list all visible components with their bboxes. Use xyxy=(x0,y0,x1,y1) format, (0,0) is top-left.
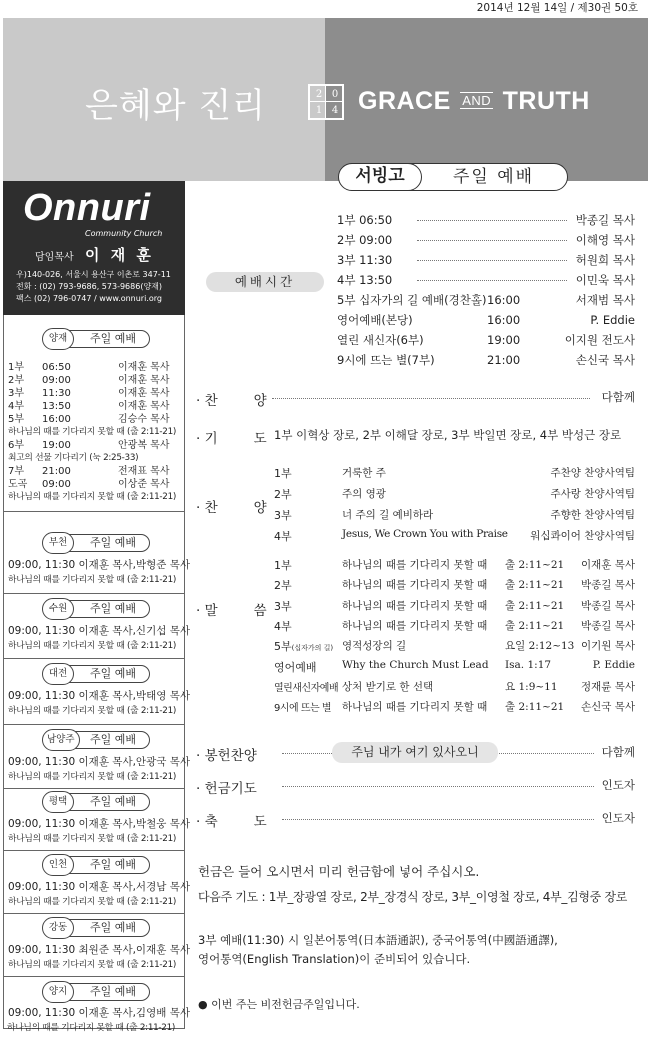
campus-tag: 양재 xyxy=(42,328,74,350)
yj-name: 이재훈 목사 xyxy=(118,388,170,399)
praise-song: Jesus, We Crown You with Praise xyxy=(342,528,508,540)
divider xyxy=(4,976,184,977)
campus-pill xyxy=(48,330,150,348)
sermon-no: 4부 xyxy=(274,620,292,633)
yj-no: 5부 xyxy=(8,414,25,425)
praise-no: 4부 xyxy=(274,530,292,543)
praise-no: 1부 xyxy=(274,467,292,480)
yj-no: 2부 xyxy=(8,375,25,386)
yj-time: 16:00 xyxy=(42,414,71,425)
campus-tag: 강동 xyxy=(42,917,74,939)
campus-sermon: 하나님의 때를 기다리지 못할 때 (출 2:11-21) xyxy=(8,575,177,585)
campus-pill xyxy=(48,600,150,618)
divider xyxy=(4,511,184,512)
sermon-preacher: 이재훈 목사 xyxy=(580,559,635,571)
notice-translation: 3부 예배(11:30) 시 일본어통역(日本語通訳), 중국어통역(中國語通譯), xyxy=(198,933,558,947)
sermon-title: Why the Church Must Lead xyxy=(342,659,489,671)
prayer-label: · 기 도 xyxy=(196,431,267,447)
service-location: 서빙고 xyxy=(338,163,422,191)
sermon-ref: 출 2:11~21 xyxy=(505,701,565,713)
sermon-ref: 출 2:11~21 xyxy=(505,600,565,612)
yj-name: 안광복 목사 xyxy=(118,440,170,451)
campus-pill xyxy=(48,665,150,683)
notice-next-prayer: 다음주 기도 : 1부_장광열 장로, 2부_장경식 장로, 3부_이영철 장로, 4부_김형중 장로 xyxy=(198,890,628,904)
praise-team: 주향한 찬양사역팀 xyxy=(550,509,635,521)
yj-no: 3부 xyxy=(8,388,25,399)
sermon-ref: 요 1:9~11 xyxy=(505,681,558,693)
year-digit: 0 xyxy=(331,89,339,100)
offering-song-label: · 봉헌찬양 xyxy=(196,748,257,764)
campus-tag: 양지 xyxy=(42,981,74,1003)
pastor-label: 담임목사 xyxy=(35,252,74,263)
campus-tag: 부천 xyxy=(42,532,74,554)
dot-leader xyxy=(282,819,594,820)
sermon-preacher: 손신국 목사 xyxy=(580,701,635,713)
offering-prayer-label: · 헌금기도 xyxy=(196,781,257,797)
benediction-label: · 축 도 xyxy=(196,814,267,830)
sermon-ref: Isa. 1:17 xyxy=(505,659,552,671)
yj-no: 7부 xyxy=(8,466,25,477)
campus-pill xyxy=(48,983,150,1001)
sermon-title: 상처 받기로 한 선택 xyxy=(342,681,434,693)
service-name: 주일 예배 xyxy=(453,167,535,187)
campus-title: 주일 예배 xyxy=(89,985,136,998)
yj-name: 전재표 목사 xyxy=(118,466,170,477)
campus-sermon: 하나님의 때를 기다리지 못할 때 (출 2:11-21) xyxy=(8,706,177,716)
divider xyxy=(4,850,184,851)
yj-no: 6부 xyxy=(8,440,25,451)
sermon-title: 하나님의 때를 기다리지 못할 때 xyxy=(342,701,488,713)
service-header xyxy=(340,163,568,191)
dot-leader xyxy=(282,786,594,787)
divider xyxy=(4,724,184,725)
pastor-name: 이 재 훈 xyxy=(85,246,154,264)
campus-title: 주일 예배 xyxy=(89,602,136,615)
yj-name: 김승수 목사 xyxy=(118,414,170,425)
offering-prayer-leader: 인도자 xyxy=(601,778,635,792)
praise-no: 3부 xyxy=(274,509,292,522)
sermon-preacher: 박종길 목사 xyxy=(580,579,635,591)
praise-team: 주찬양 찬양사역팀 xyxy=(550,467,635,479)
prayer-text: 1부 이혁상 장로, 2부 이해달 장로, 3부 박일면 장로, 4부 박성근 장로 xyxy=(274,428,622,442)
campus-tag: 대전 xyxy=(42,663,74,685)
yj-sermon: 하나님의 때를 기다리지 못할 때 (출 2:11-21) xyxy=(8,427,177,437)
praise-leader: 다함께 xyxy=(601,390,635,404)
campus-line: 09:00, 11:30 이재훈 목사,박태영 목사 xyxy=(8,690,190,702)
notice-translation: 영어통역(English Translation)이 준비되어 있습니다. xyxy=(198,952,471,966)
yj-no: 도곡 xyxy=(8,479,28,490)
campus-line: 09:00, 11:30 이재훈 목사,안광국 목사 xyxy=(8,756,190,768)
sermon-title: 하나님의 때를 기다리지 못할 때 xyxy=(342,559,488,571)
sermon-no: 9시에 뜨는 별 xyxy=(274,703,332,714)
sermon-preacher: 박종길 목사 xyxy=(580,600,635,612)
campus-line: 09:00, 11:30 이재훈 목사,서경남 목사 xyxy=(8,881,190,893)
service-times-label: 예배시간 xyxy=(206,272,324,292)
sermon-no: 5부(십자가의 길) xyxy=(274,640,334,653)
campus-pill xyxy=(48,856,150,874)
year-digit: 1 xyxy=(315,105,323,116)
church-address: 우)140-026, 서울시 용산구 이촌로 347-11 xyxy=(16,270,171,279)
dot-leader xyxy=(272,398,590,399)
year-box xyxy=(308,84,344,120)
yj-time: 13:50 xyxy=(42,401,71,412)
praise-label: · 찬 양 xyxy=(196,393,267,409)
offering-song-leader: 다함께 xyxy=(601,745,635,759)
campus-title: 주일 예배 xyxy=(89,536,136,549)
campus-tag: 남양주 xyxy=(42,729,80,751)
campus-sermon: 하나님의 때를 기다리지 못할 때 (출 2:11-21) xyxy=(7,1023,176,1033)
sermon-no: 열린새신자예배 xyxy=(274,683,339,694)
benediction-leader: 인도자 xyxy=(601,811,635,825)
campus-sidebar xyxy=(3,315,190,1029)
church-logo: Onnuri xyxy=(23,187,151,229)
title-english xyxy=(358,87,590,116)
campus-pill xyxy=(47,731,150,749)
sermon-ref: 요일 2:12~13 xyxy=(505,640,575,652)
campus-pill xyxy=(48,919,150,937)
praise-song: 주의 영광 xyxy=(342,488,386,500)
campus-sermon: 하나님의 때를 기다리지 못할 때 (출 2:11-21) xyxy=(8,641,177,651)
campus-sermon: 하나님의 때를 기다리지 못할 때 (출 2:11-21) xyxy=(8,897,177,907)
title-en-word: TRUTH xyxy=(502,87,590,115)
yj-sermon: 하나님의 때를 기다리지 못할 때 (출 2:11-21) xyxy=(8,492,177,502)
notice-vision-offering: ● 이번 주는 비전헌금주일입니다. xyxy=(198,998,360,1011)
divider xyxy=(4,788,184,789)
campus-pill xyxy=(48,793,150,811)
yj-time: 09:00 xyxy=(42,479,71,490)
sermon-ref: 출 2:11~21 xyxy=(505,620,565,632)
sermon-ref: 출 2:11~21 xyxy=(505,579,565,591)
campus-line: 09:00, 11:30 이재훈 목사,박형준 목사 xyxy=(8,559,190,571)
sermon-no: 1부 xyxy=(274,559,292,572)
yj-row: 1부 xyxy=(8,362,25,373)
praise-song: 너 주의 길 예비하라 xyxy=(342,509,434,521)
yj-name: 이상준 목사 xyxy=(118,479,170,490)
church-fax: 팩스 (02) 796-0747 / www.onnuri.org xyxy=(16,294,162,303)
campus-pill xyxy=(48,534,150,552)
year-digit: 4 xyxy=(331,105,339,116)
church-logo-sub: Community Church xyxy=(85,229,163,238)
year-digit: 2 xyxy=(315,89,323,100)
yj-no: 4부 xyxy=(8,401,25,412)
yj-name: 이재훈 목사 xyxy=(118,401,170,412)
campus-sermon: 하나님의 때를 기다리지 못할 때 (출 2:11-21) xyxy=(8,772,177,782)
sermon-no: 3부 xyxy=(274,600,292,613)
sermon-preacher: 박종길 목사 xyxy=(580,620,635,632)
campus-tag: 평택 xyxy=(42,791,74,813)
sermon-title: 영적성장의 길 xyxy=(342,640,407,652)
campus-tag: 인천 xyxy=(42,854,74,876)
yj-name: 이재훈 목사 xyxy=(118,375,170,386)
yj-time: 19:00 xyxy=(42,440,71,451)
yj-time: 11:30 xyxy=(42,388,71,399)
sermon-title: 하나님의 때를 기다리지 못할 때 xyxy=(342,620,488,632)
sermon-preacher: 정재륜 목사 xyxy=(580,681,635,693)
sermon-ref: 출 2:11~21 xyxy=(505,559,565,571)
campus-title: 주일 예배 xyxy=(89,795,136,808)
campus-title: 주일 예배 xyxy=(89,921,136,934)
divider xyxy=(4,593,184,594)
issue-date: 2014년 12월 14일 / 제30권 50호 xyxy=(476,2,638,14)
sermon-label: · 말 씀 xyxy=(196,603,267,619)
praise2-label: · 찬 양 xyxy=(196,500,267,516)
divider xyxy=(4,913,184,914)
sermon-title: 하나님의 때를 기다리지 못할 때 xyxy=(342,579,488,591)
campus-sermon: 하나님의 때를 기다리지 못할 때 (출 2:11-21) xyxy=(8,960,177,970)
campus-line: 09:00, 11:30 최원준 목사,이재훈 목사 xyxy=(8,944,190,956)
sermon-preacher: 이기원 목사 xyxy=(580,640,635,652)
divider xyxy=(4,658,184,659)
praise-no: 2부 xyxy=(274,488,292,501)
campus-line: 09:00, 11:30 이재훈 목사,신기섭 목사 xyxy=(8,625,190,637)
yj-time: 09:00 xyxy=(42,375,71,386)
praise-team: 주사랑 찬양사역팀 xyxy=(550,488,635,500)
notice-offering: 헌금은 들어 오시면서 미리 헌금함에 넣어 주십시오. xyxy=(198,864,480,879)
yj-time: 06:50 xyxy=(42,362,71,373)
title-en-and: AND xyxy=(462,93,492,108)
campus-tag: 수원 xyxy=(42,598,74,620)
sermon-no: 영어예배 xyxy=(274,661,317,674)
campus-line: 09:00, 11:30 이재훈 목사,박철웅 목사 xyxy=(8,818,190,830)
offering-song: 주님 내가 여기 있사오니 xyxy=(332,742,498,763)
yj-name: 이재훈 목사 xyxy=(118,362,170,373)
campus-title: 주일 예배 xyxy=(89,733,136,746)
sermon-preacher: P. Eddie xyxy=(592,659,635,671)
church-info xyxy=(3,181,185,315)
title-en-word: GRACE xyxy=(358,87,451,115)
yj-sermon: 최고의 선물 기다리기 (눅 2:25-33) xyxy=(8,453,139,463)
campus-line: 09:00, 11:30 이재훈 목사,김영배 목사 xyxy=(8,1007,190,1019)
yj-time: 21:00 xyxy=(42,466,71,477)
title-korean: 은혜와 진리 xyxy=(85,86,267,126)
sermon-title: 하나님의 때를 기다리지 못할 때 xyxy=(342,600,488,612)
campus-title: 주일 예배 xyxy=(89,667,136,680)
campus-title: 주일 예배 xyxy=(89,858,136,871)
praise-team: 워십콰이어 찬양사역팀 xyxy=(530,530,635,542)
sermon-no: 2부 xyxy=(274,579,292,592)
church-phone: 전화 : (02) 793-9686, 573-9686(양재) xyxy=(16,282,163,291)
campus-title: 주일 예배 xyxy=(89,332,136,345)
campus-sermon: 하나님의 때를 기다리지 못할 때 (출 2:11-21) xyxy=(8,834,177,844)
praise-song: 거룩한 주 xyxy=(342,467,386,479)
